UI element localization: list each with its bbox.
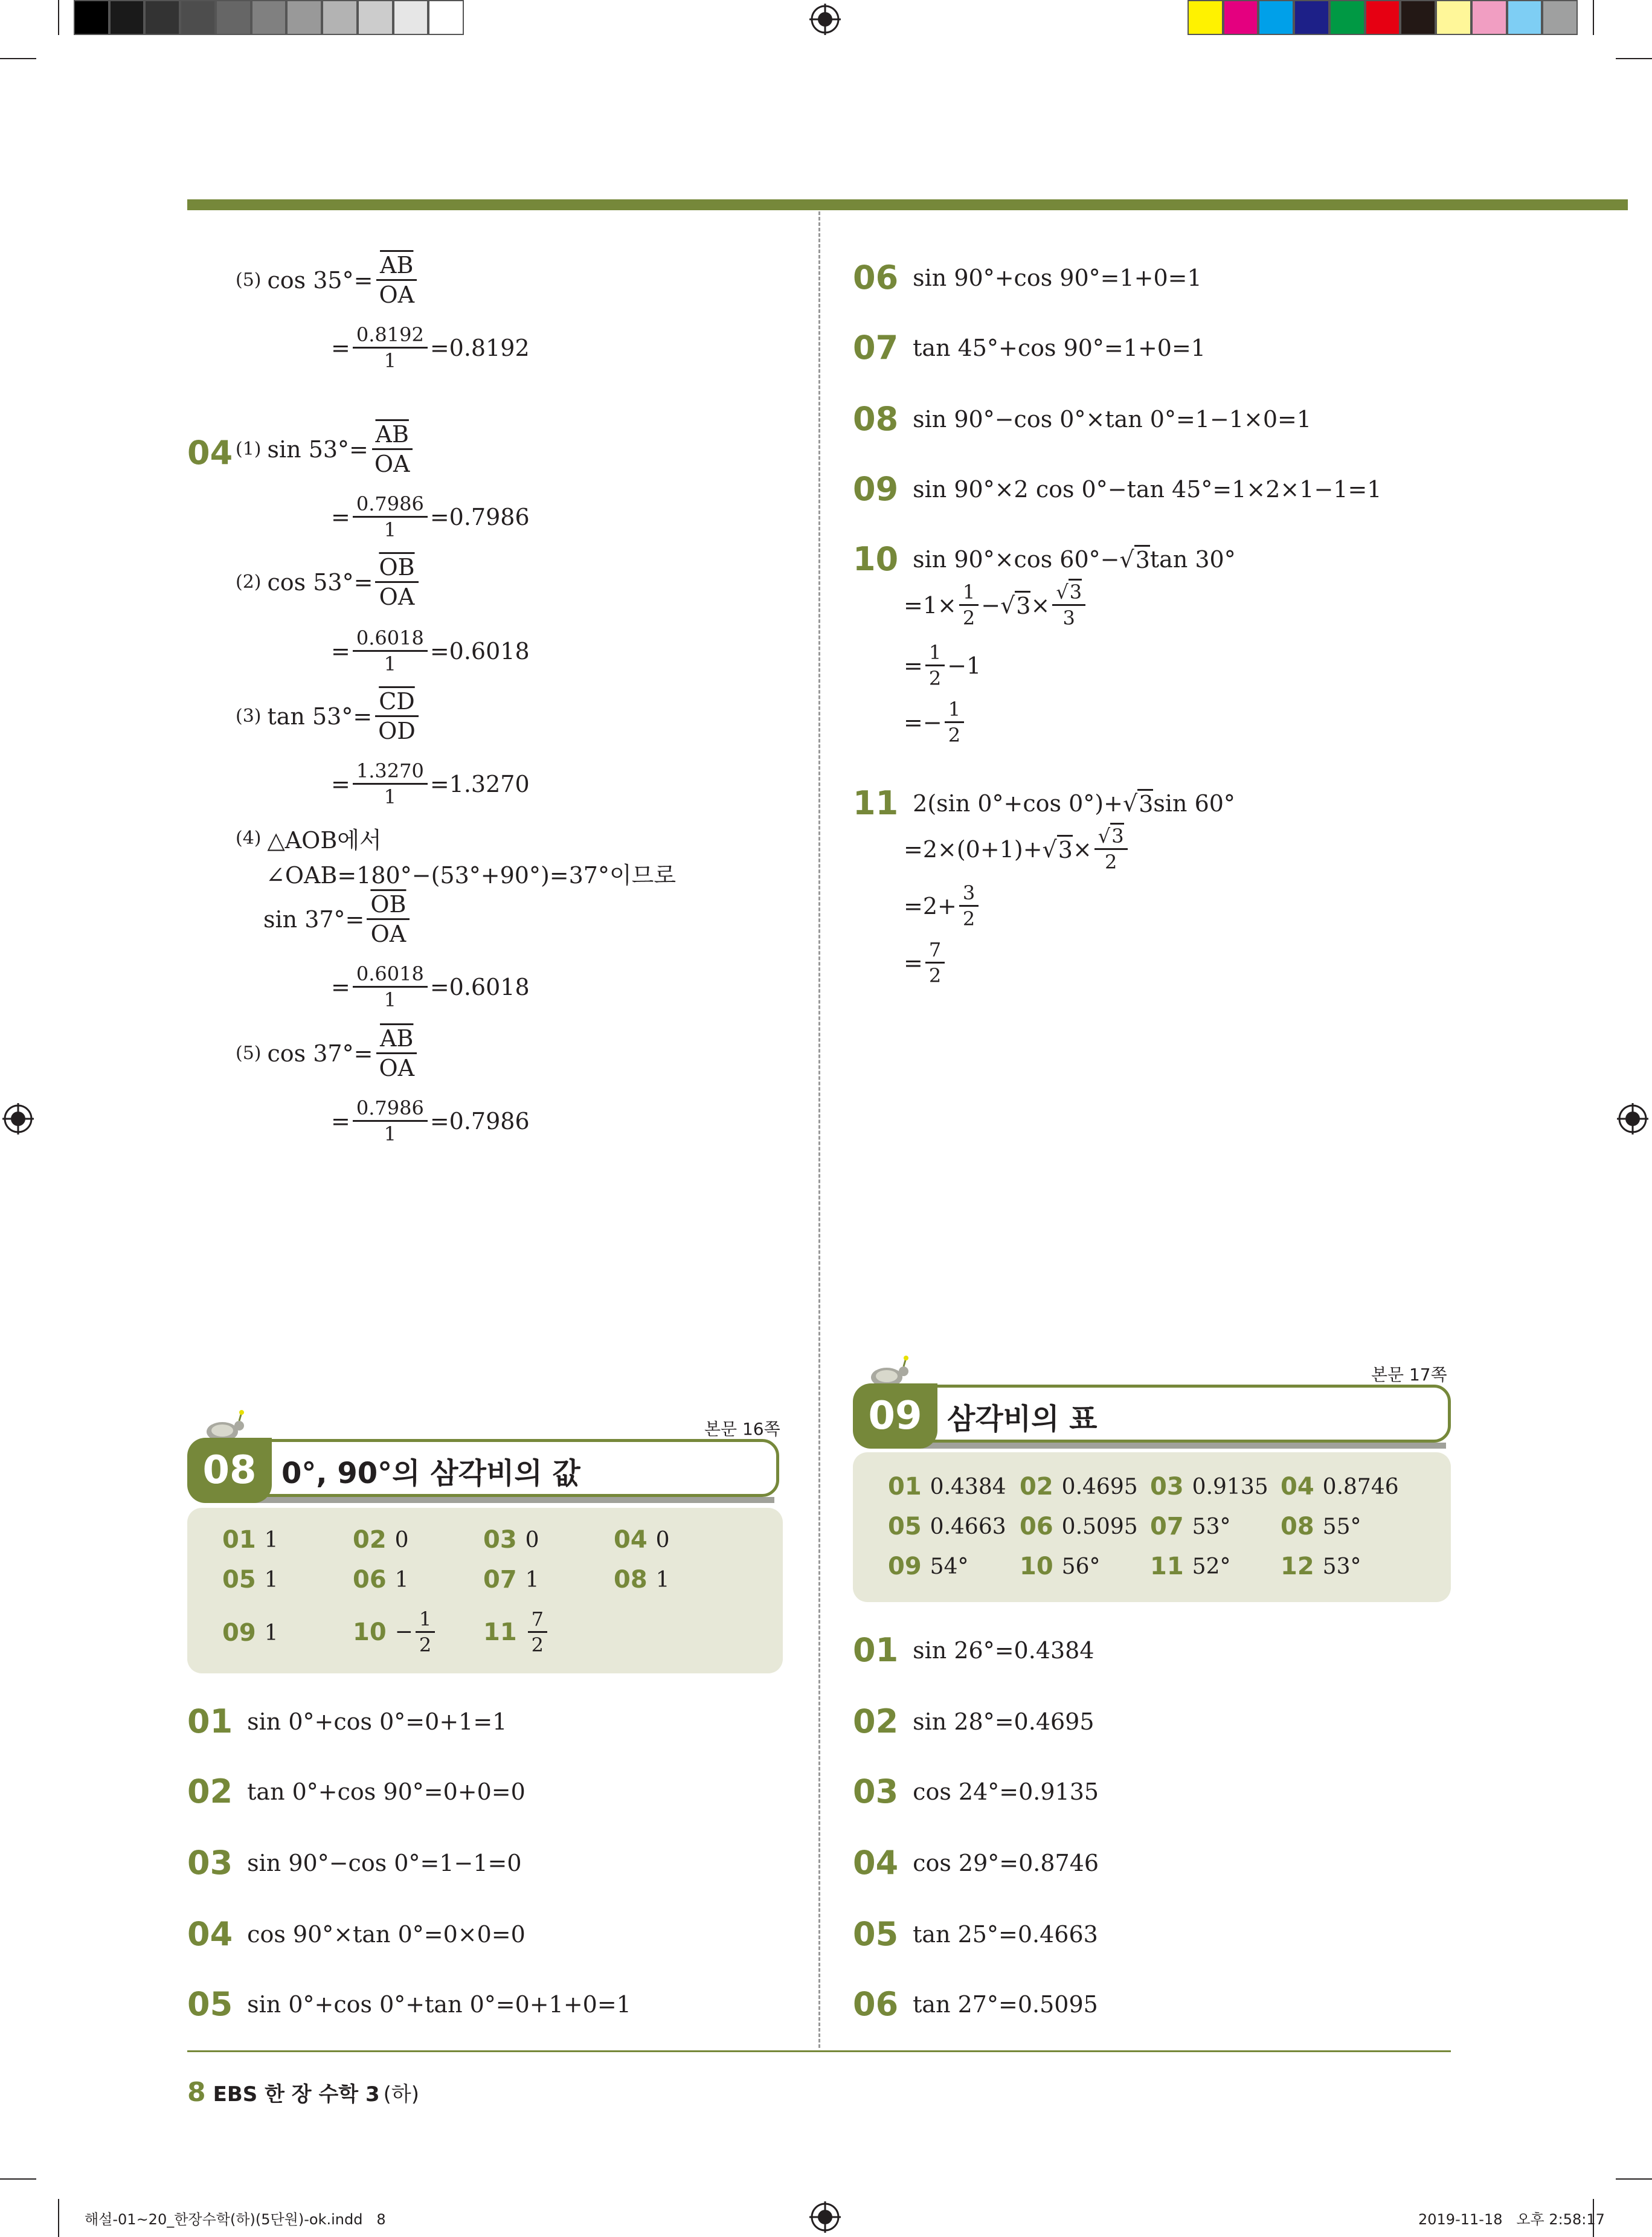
book-volume: (하) (383, 2082, 420, 2107)
section-title-shadow (910, 1443, 1446, 1449)
section-title: 0°, 90°의 삼각비의 값 (281, 1456, 580, 1490)
color-swatch (74, 0, 109, 35)
page-footer (187, 2077, 419, 2108)
section-title: 삼각비의 표 (947, 1402, 1098, 1436)
color-swatch (322, 0, 358, 35)
color-swatch (216, 0, 251, 35)
footer-rule (187, 2050, 1451, 2052)
color-swatch (1188, 0, 1223, 35)
color-swatch (1400, 0, 1436, 35)
color-swatch (1258, 0, 1294, 35)
section-badge: 09 (853, 1383, 937, 1449)
section-title-shadow (242, 1497, 774, 1503)
crop-mark (58, 0, 59, 35)
color-swatch (1365, 0, 1401, 35)
page-reference: 본문 17쪽 (1371, 1365, 1447, 1385)
color-swatch (1542, 0, 1578, 35)
crop-mark (0, 58, 36, 59)
color-swatch (251, 0, 287, 35)
color-swatch (1507, 0, 1543, 35)
part-label: (5) (236, 269, 262, 291)
color-swatch (358, 0, 393, 35)
crop-mark (1616, 2178, 1652, 2180)
file-slug: 해설-01~20_한장수학(하)(5단원)-ok.indd 8 (85, 2211, 386, 2228)
color-swatch (109, 0, 145, 35)
color-swatch (1471, 0, 1507, 35)
column-divider (818, 211, 820, 2048)
color-swatch (1329, 0, 1365, 35)
gray-color-bar (74, 0, 464, 35)
section-badge: 08 (187, 1438, 272, 1503)
color-swatch (286, 0, 322, 35)
registration-mark-bottom (809, 2201, 841, 2233)
registration-mark-right (1617, 1103, 1648, 1135)
page-reference: 본문 16쪽 (704, 1419, 780, 1439)
color-swatch (1294, 0, 1329, 35)
color-swatch (1223, 0, 1259, 35)
registration-mark-left (2, 1103, 34, 1135)
color-swatch (144, 0, 180, 35)
question-number: 04 (187, 434, 233, 472)
print-date: 2019-11-18 오후 2:58:17 (1418, 2211, 1605, 2228)
page-number: 8 (187, 2077, 206, 2108)
crop-mark (1593, 0, 1594, 35)
book-title: EBS 한 장 수학 3 (213, 2082, 380, 2107)
color-swatch (180, 0, 216, 35)
process-color-bar (1188, 0, 1578, 35)
color-swatch (393, 0, 429, 35)
header-rule (187, 199, 1628, 210)
color-swatch (1436, 0, 1471, 35)
color-swatch (428, 0, 464, 35)
crop-mark (1616, 58, 1652, 59)
registration-mark-top (809, 4, 841, 35)
crop-mark (58, 2199, 59, 2237)
crop-mark (0, 2178, 36, 2180)
